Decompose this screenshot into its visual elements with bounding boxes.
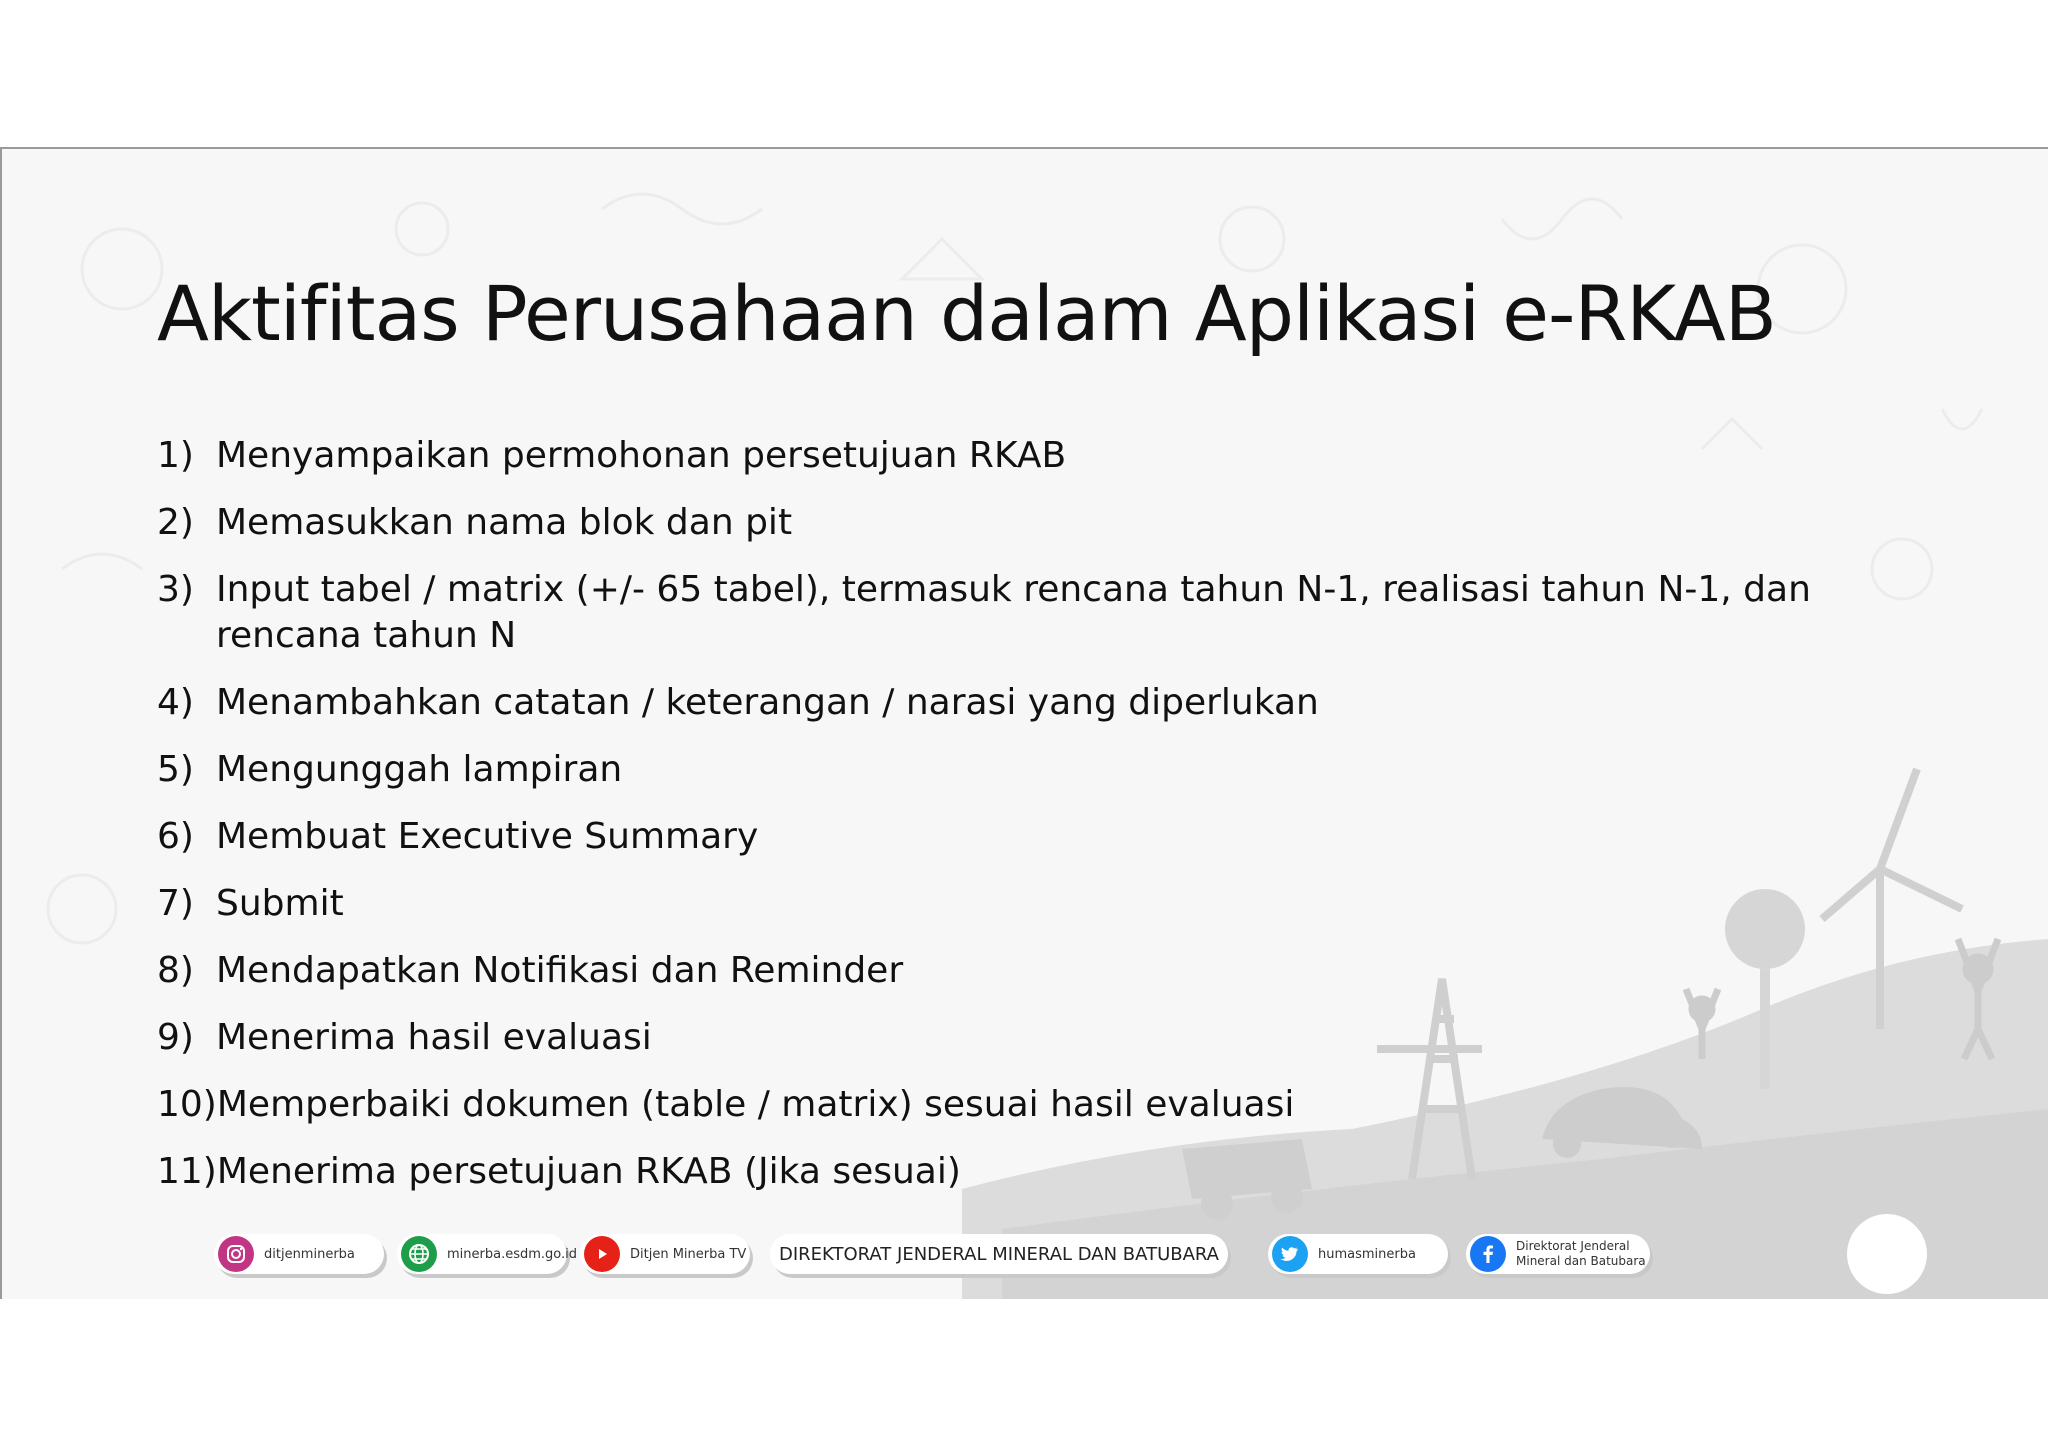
list-item-number: 1): [157, 435, 194, 476]
list-item-text: Memasukkan nama blok dan pit: [216, 502, 793, 543]
list-item-number: 10): [157, 1084, 217, 1125]
globe-icon: [401, 1236, 437, 1272]
facebook-icon: [1470, 1236, 1506, 1272]
list-item-text: Mengunggah lampiran: [216, 749, 623, 790]
list-item: [157, 680, 1897, 726]
list-item: [157, 1149, 1897, 1195]
list-item-number: 7): [157, 883, 194, 924]
list-item-text: Input tabel / matrix (+/- 65 tabel), termasuk rencana tahun N-1, realisasi tahun N-1, dan rencana tahun N: [216, 569, 1811, 656]
facebook-label-line2: Mineral dan Batubara: [1516, 1254, 1646, 1268]
directorate-name: [770, 1234, 1228, 1274]
website-link[interactable]: [397, 1234, 577, 1274]
list-item: [157, 433, 1897, 479]
youtube-link[interactable]: [580, 1234, 750, 1274]
facebook-link[interactable]: [1466, 1234, 1650, 1274]
list-item: [157, 881, 1897, 927]
list-item: [157, 567, 1897, 659]
youtube-label: Ditjen Minerba TV: [630, 1246, 747, 1262]
list-item: [157, 747, 1897, 793]
list-item-number: 3): [157, 569, 194, 610]
list-item: [157, 814, 1897, 860]
slide-title: Aktifitas Perusahaan dalam Aplikasi e-RKAB: [157, 269, 1776, 358]
facebook-label: [1516, 1239, 1646, 1269]
youtube-icon: [584, 1236, 620, 1272]
list-item-text: Mendapatkan Notifikasi dan Reminder: [216, 950, 904, 991]
list-item-text: Memperbaiki dokumen (table / matrix) sesuai hasil evaluasi: [216, 1084, 1295, 1125]
list-item-text: Menambahkan catatan / keterangan / narasi yang diperlukan: [216, 682, 1319, 723]
instagram-link[interactable]: [214, 1234, 384, 1274]
list-item-number: 11): [157, 1151, 217, 1192]
list-item-text: Menyampaikan permohonan persetujuan RKAB: [216, 435, 1067, 476]
list-item-text: Menerima persetujuan RKAB (Jika sesuai): [216, 1151, 961, 1192]
list-item-number: 4): [157, 682, 194, 723]
facebook-label-line1: Direktorat Jenderal: [1516, 1239, 1630, 1253]
list-item: [157, 948, 1897, 994]
slide: [0, 147, 2048, 1299]
list-item: [157, 1082, 1897, 1128]
list-item-number: 2): [157, 502, 194, 543]
list-item-number: 5): [157, 749, 194, 790]
twitter-link[interactable]: [1268, 1234, 1448, 1274]
list-item-number: 9): [157, 1017, 194, 1058]
twitter-label: humasminerba: [1318, 1246, 1416, 1262]
directorate-label: DIREKTORAT JENDERAL MINERAL DAN BATUBARA: [779, 1243, 1219, 1265]
list-item-text: Menerima hasil evaluasi: [216, 1017, 652, 1058]
list-item-number: 8): [157, 950, 194, 991]
list-item-number: 6): [157, 816, 194, 857]
list-item: [157, 500, 1897, 546]
list-item-text: Submit: [216, 883, 344, 924]
activity-list: [157, 433, 1897, 1216]
list-item-text: Membuat Executive Summary: [216, 816, 759, 857]
list-item: [157, 1015, 1897, 1061]
twitter-icon: [1272, 1236, 1308, 1272]
website-label: minerba.esdm.go.id: [447, 1246, 577, 1262]
instagram-label: ditjenminerba: [264, 1246, 355, 1262]
instagram-icon: [218, 1236, 254, 1272]
